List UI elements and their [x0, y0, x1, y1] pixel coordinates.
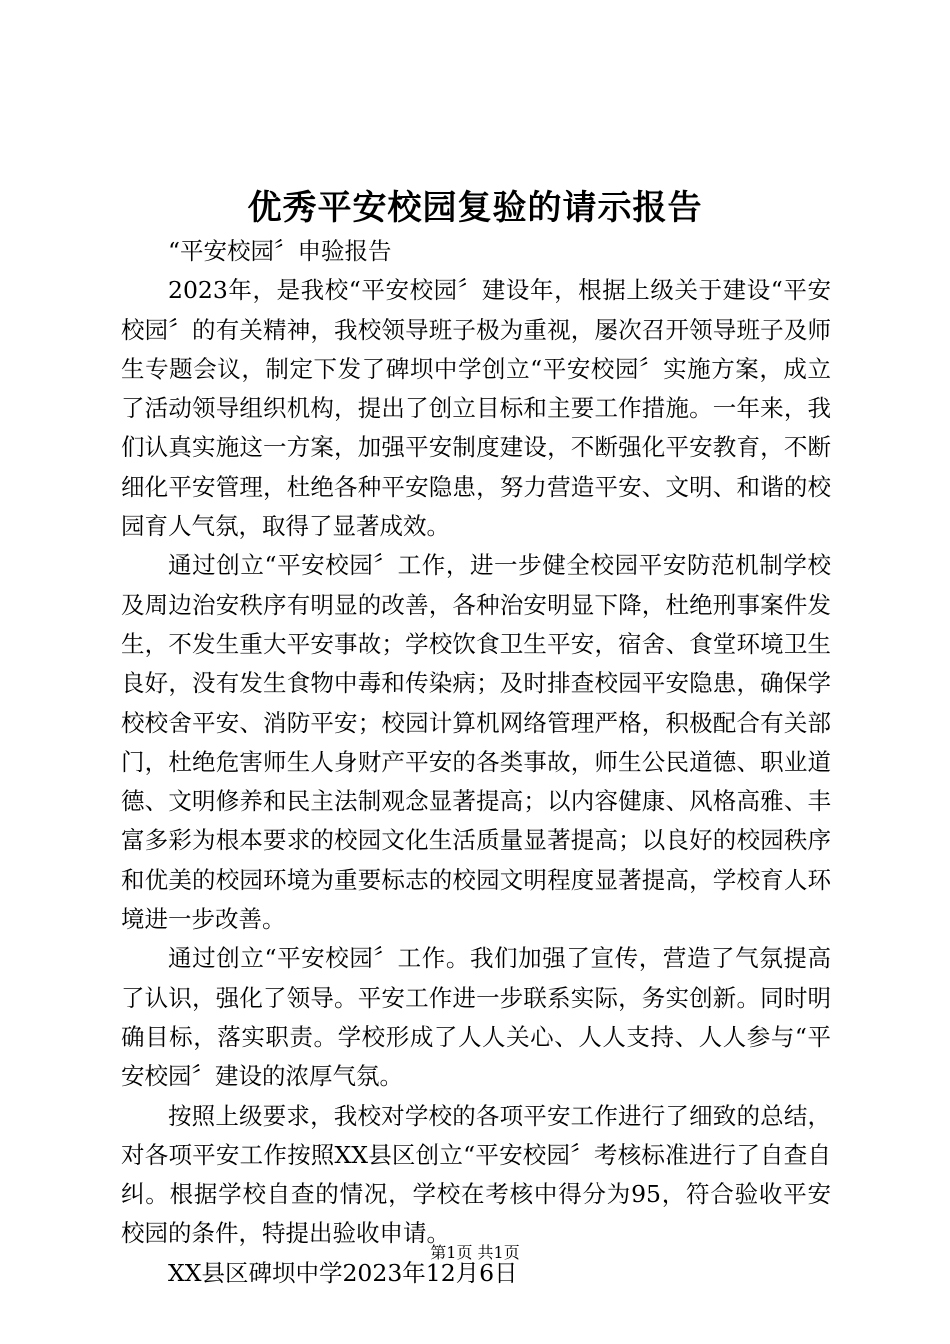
subtitle-paragraph: “平安校园〞申验报告: [168, 237, 392, 265]
body-paragraph: 通过创立“平安校园〞工作，进一步健全校园平安防范机制学校及周边治安秩序有明显的改善，各种治安明显下降，杜绝刑事案件发生，不发生重大平安事故；学校饮食卫生平安，宿舍、食堂环境卫生良好，没有发生食物中毒和传染病；及时排查校园平安隐患，确保学校校舍平安、消防平安；校园计算机网络管理严格，积极配合有关部门，杜绝危害师生人身财产平安的各类事故，师生公民道德、职业道德、文明修养和民主法制观念显著提高；以内容健康、风格高雅、丰富多彩为根本要求的校园文化生活质量显著提高；以良好的校园秩序和优美的校园环境为重要标志的校园文明程度显著提高，学校育人环境进一步改善。: [121, 551, 831, 934]
document-title: 优秀平安校园复验的请示报告: [247, 188, 703, 228]
signature-line: XX县区碑坝中学2023年12月6日: [168, 1258, 518, 1287]
body-paragraph: 通过创立“平安校园〞工作。我们加强了宣传，营造了气氛提高了认识，强化了领导。平安工作进一步联系实际，务实创新。同时明确目标，落实职责。学校形成了人人关心、人人支持、人人参与“平安校园〞建设的浓厚气氛。: [121, 944, 831, 1091]
page-number-footer: 第1页 共1页: [430, 1243, 520, 1262]
body-paragraph: 2023年，是我校“平安校园〞建设年，根据上级关于建设“平安校园〞的有关精神，我校领导班子极为重视，屡次召开领导班子及师生专题会议，制定下发了碑坝中学创立“平安校园〞实施方案，成立了活动领导组织机构，提出了创立目标和主要工作措施。一年来，我们认真实施这一方案，加强平安制度建设，不断强化平安教育，不断细化平安管理，杜绝各种平安隐患，努力营造平安、文明、和谐的校园育人气氛，取得了显著成效。: [121, 276, 831, 541]
body-paragraph: 按照上级要求，我校对学校的各项平安工作进行了细致的总结，对各项平安工作按照XX县区创立“平安校园〞考核标准进行了自查自纠。根据学校自查的情况，学校在考核中得分为95，符合验收平安校园的条件，特提出验收申请。: [121, 1101, 831, 1248]
document-body: [121, 232, 831, 1293]
